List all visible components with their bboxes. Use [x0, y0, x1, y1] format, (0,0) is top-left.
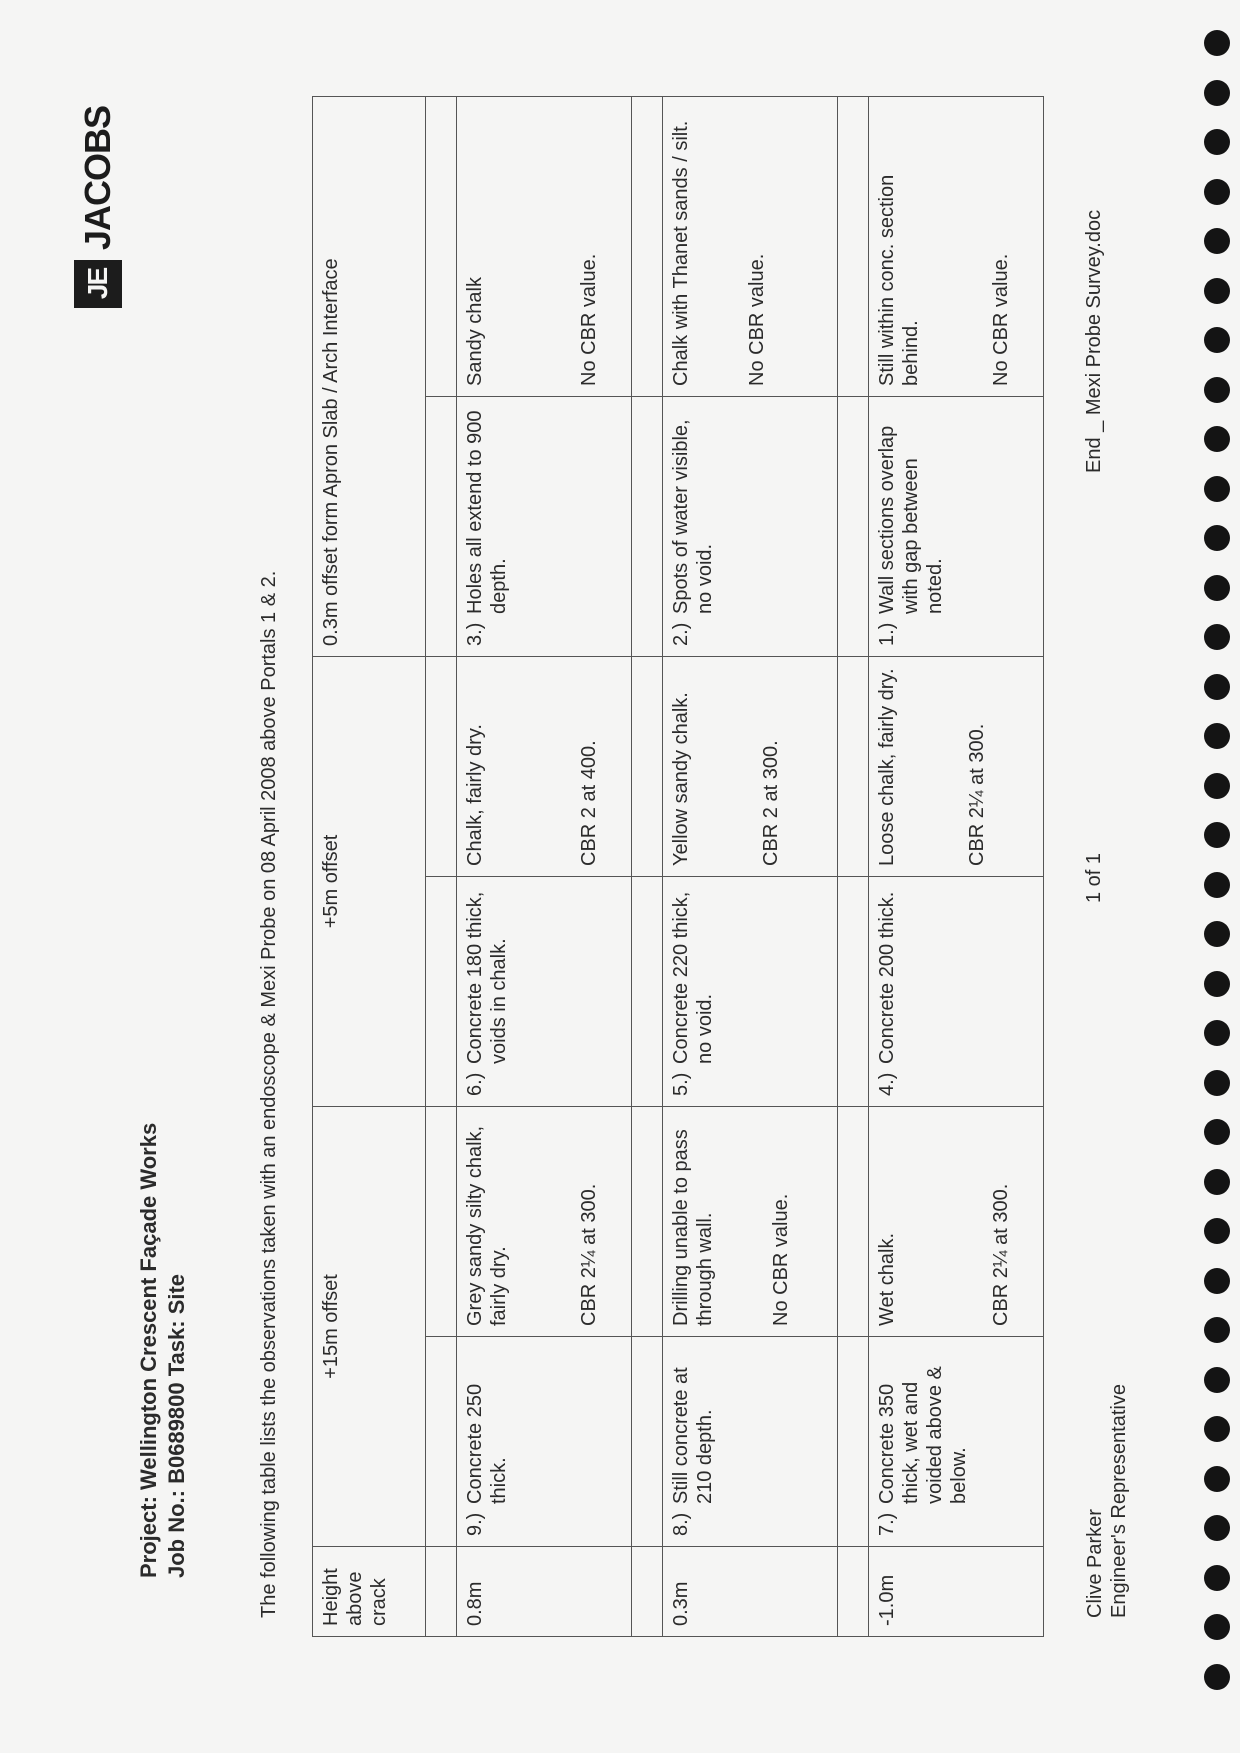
cbr-value: No CBR value. [990, 253, 1012, 386]
binding-hole [1204, 377, 1230, 403]
observation-text: Concrete 250 thick. [464, 1383, 510, 1504]
observation-cell [663, 876, 838, 1106]
soil-text: Chalk with Thanet sands / silt. [670, 120, 692, 386]
table-spacer-row [426, 96, 457, 1636]
observation-number: 1.) [876, 622, 898, 646]
binding-hole [1204, 80, 1230, 106]
soil-text: Drilling unable to pass through wall. [670, 1129, 716, 1326]
binding-hole [1204, 1515, 1230, 1541]
table-header-row [313, 96, 426, 1636]
binding-hole [1204, 624, 1230, 650]
observation-cell [457, 1337, 632, 1547]
observation-cell [663, 1337, 838, 1547]
binding-holes [1204, 30, 1234, 1713]
binding-hole [1204, 773, 1230, 799]
soil-cell [663, 1106, 838, 1336]
soil-cell [663, 96, 838, 396]
header-5m-offset: +5m offset [313, 656, 426, 1106]
binding-hole [1204, 1119, 1230, 1145]
binding-hole [1204, 278, 1230, 304]
project-title: Project: Wellington Crescent Façade Works [136, 1122, 161, 1578]
binding-hole [1204, 426, 1230, 452]
cbr-value: CBR 2¼ at 300. [990, 1183, 1012, 1326]
observation-text: Holes all extend to 900 depth. [464, 410, 510, 614]
binding-hole [1204, 327, 1230, 353]
table-row [457, 96, 632, 1636]
soil-text: Still within conc. section behind. [876, 174, 922, 386]
soil-cell [869, 1106, 1044, 1336]
cbr-value: CBR 2 at 300. [760, 740, 782, 866]
binding-hole [1204, 1020, 1230, 1046]
binding-hole [1204, 1614, 1230, 1640]
signature-block [1083, 1384, 1131, 1618]
soil-cell [869, 96, 1044, 396]
binding-hole [1204, 1317, 1230, 1343]
project-header [135, 1123, 191, 1578]
binding-hole [1204, 129, 1230, 155]
observation-number: 6.) [464, 1072, 486, 1096]
soil-cell [663, 656, 838, 876]
observation-number: 9.) [464, 1512, 486, 1536]
header-15m-offset: +15m offset [313, 1106, 426, 1546]
binding-hole [1204, 1169, 1230, 1195]
binding-hole [1204, 723, 1230, 749]
soil-text: Chalk, fairly dry. [464, 724, 486, 866]
observation-number: 4.) [876, 1072, 898, 1096]
job-number: Job No.: B0689800 Task: Site [164, 1273, 189, 1578]
observation-cell [869, 396, 1044, 656]
observations-table [312, 96, 1044, 1637]
observation-text: Concrete 180 thick, voids in chalk. [464, 891, 510, 1064]
soil-text: Wet chalk. [876, 1233, 898, 1326]
observation-text: Spots of water visible, no void. [670, 419, 716, 614]
height-cell: 0.8m [457, 1547, 632, 1637]
binding-hole [1204, 575, 1230, 601]
table-row [869, 96, 1044, 1636]
document-filename: End _ Mexi Probe Survey.doc [1083, 209, 1105, 473]
observation-number: 7.) [876, 1512, 898, 1536]
observation-cell [663, 396, 838, 656]
binding-hole [1204, 1466, 1230, 1492]
observation-text: Concrete 200 thick. [876, 891, 898, 1064]
observation-number: 5.) [670, 1072, 692, 1096]
soil-cell [457, 656, 632, 876]
cbr-value: CBR 2 at 400. [578, 740, 600, 866]
intro-text: The following table lists the observations taken with an endoscope & Mexi Probe on 08 April 2008 above Portals 1 & 2. [258, 570, 280, 1618]
binding-hole [1204, 674, 1230, 700]
soil-text: Yellow sandy chalk. [670, 692, 692, 866]
soil-cell [457, 96, 632, 396]
height-cell: 0.3m [663, 1547, 838, 1637]
soil-cell [457, 1106, 632, 1336]
binding-hole [1204, 1416, 1230, 1442]
cbr-value: No CBR value. [770, 1193, 792, 1326]
soil-cell [869, 656, 1044, 876]
binding-hole [1204, 921, 1230, 947]
binding-hole [1204, 476, 1230, 502]
observation-number: 2.) [670, 622, 692, 646]
observation-number: 3.) [464, 622, 486, 646]
binding-hole [1204, 179, 1230, 205]
header-height: Height above crack [313, 1547, 426, 1637]
binding-hole [1204, 1070, 1230, 1096]
binding-hole [1204, 1268, 1230, 1294]
observation-cell [457, 876, 632, 1106]
cbr-value: No CBR value. [746, 253, 768, 386]
table-row [663, 96, 838, 1636]
observation-cell [457, 396, 632, 656]
header-03m-offset: 0.3m offset form Apron Slab / Arch Interface [313, 96, 426, 656]
cbr-value: No CBR value. [578, 253, 600, 386]
binding-hole [1204, 525, 1230, 551]
observation-text: Still concrete at 210 depth. [670, 1367, 716, 1504]
cbr-value: CBR 2¼ at 300. [966, 723, 988, 866]
observation-text: Concrete 220 thick, no void. [670, 891, 716, 1064]
observation-text: Concrete 350 thick, wet and voided above & below. [876, 1366, 970, 1504]
observation-number: 8.) [670, 1512, 692, 1536]
observation-cell [869, 1337, 1044, 1547]
binding-hole [1204, 30, 1230, 56]
binding-hole [1204, 1664, 1230, 1690]
jacobs-logo [68, 106, 128, 308]
binding-hole [1204, 228, 1230, 254]
logo-mark: JE [74, 260, 122, 308]
table-spacer-row [632, 96, 663, 1636]
binding-hole [1204, 1367, 1230, 1393]
observation-cell [869, 876, 1044, 1106]
height-cell: -1.0m [869, 1547, 1044, 1637]
binding-hole [1204, 971, 1230, 997]
binding-hole [1204, 872, 1230, 898]
binding-hole [1204, 822, 1230, 848]
observation-text: Wall sections overlap with gap between noted. [876, 425, 946, 614]
signer-name: Clive Parker [1084, 1509, 1106, 1618]
logo-text: JACOBS [77, 105, 118, 250]
binding-hole [1204, 1565, 1230, 1591]
page-number: 1 of 1 [1083, 852, 1105, 903]
binding-hole [1204, 1218, 1230, 1244]
soil-text: Loose chalk, fairly dry. [876, 668, 898, 866]
table-spacer-row [838, 96, 869, 1636]
soil-text: Grey sandy silty chalk, fairly dry. [464, 1125, 510, 1326]
cbr-value: CBR 2¼ at 300. [578, 1183, 600, 1326]
soil-text: Sandy chalk [464, 277, 486, 386]
signer-role: Engineer's Representative [1108, 1384, 1130, 1618]
